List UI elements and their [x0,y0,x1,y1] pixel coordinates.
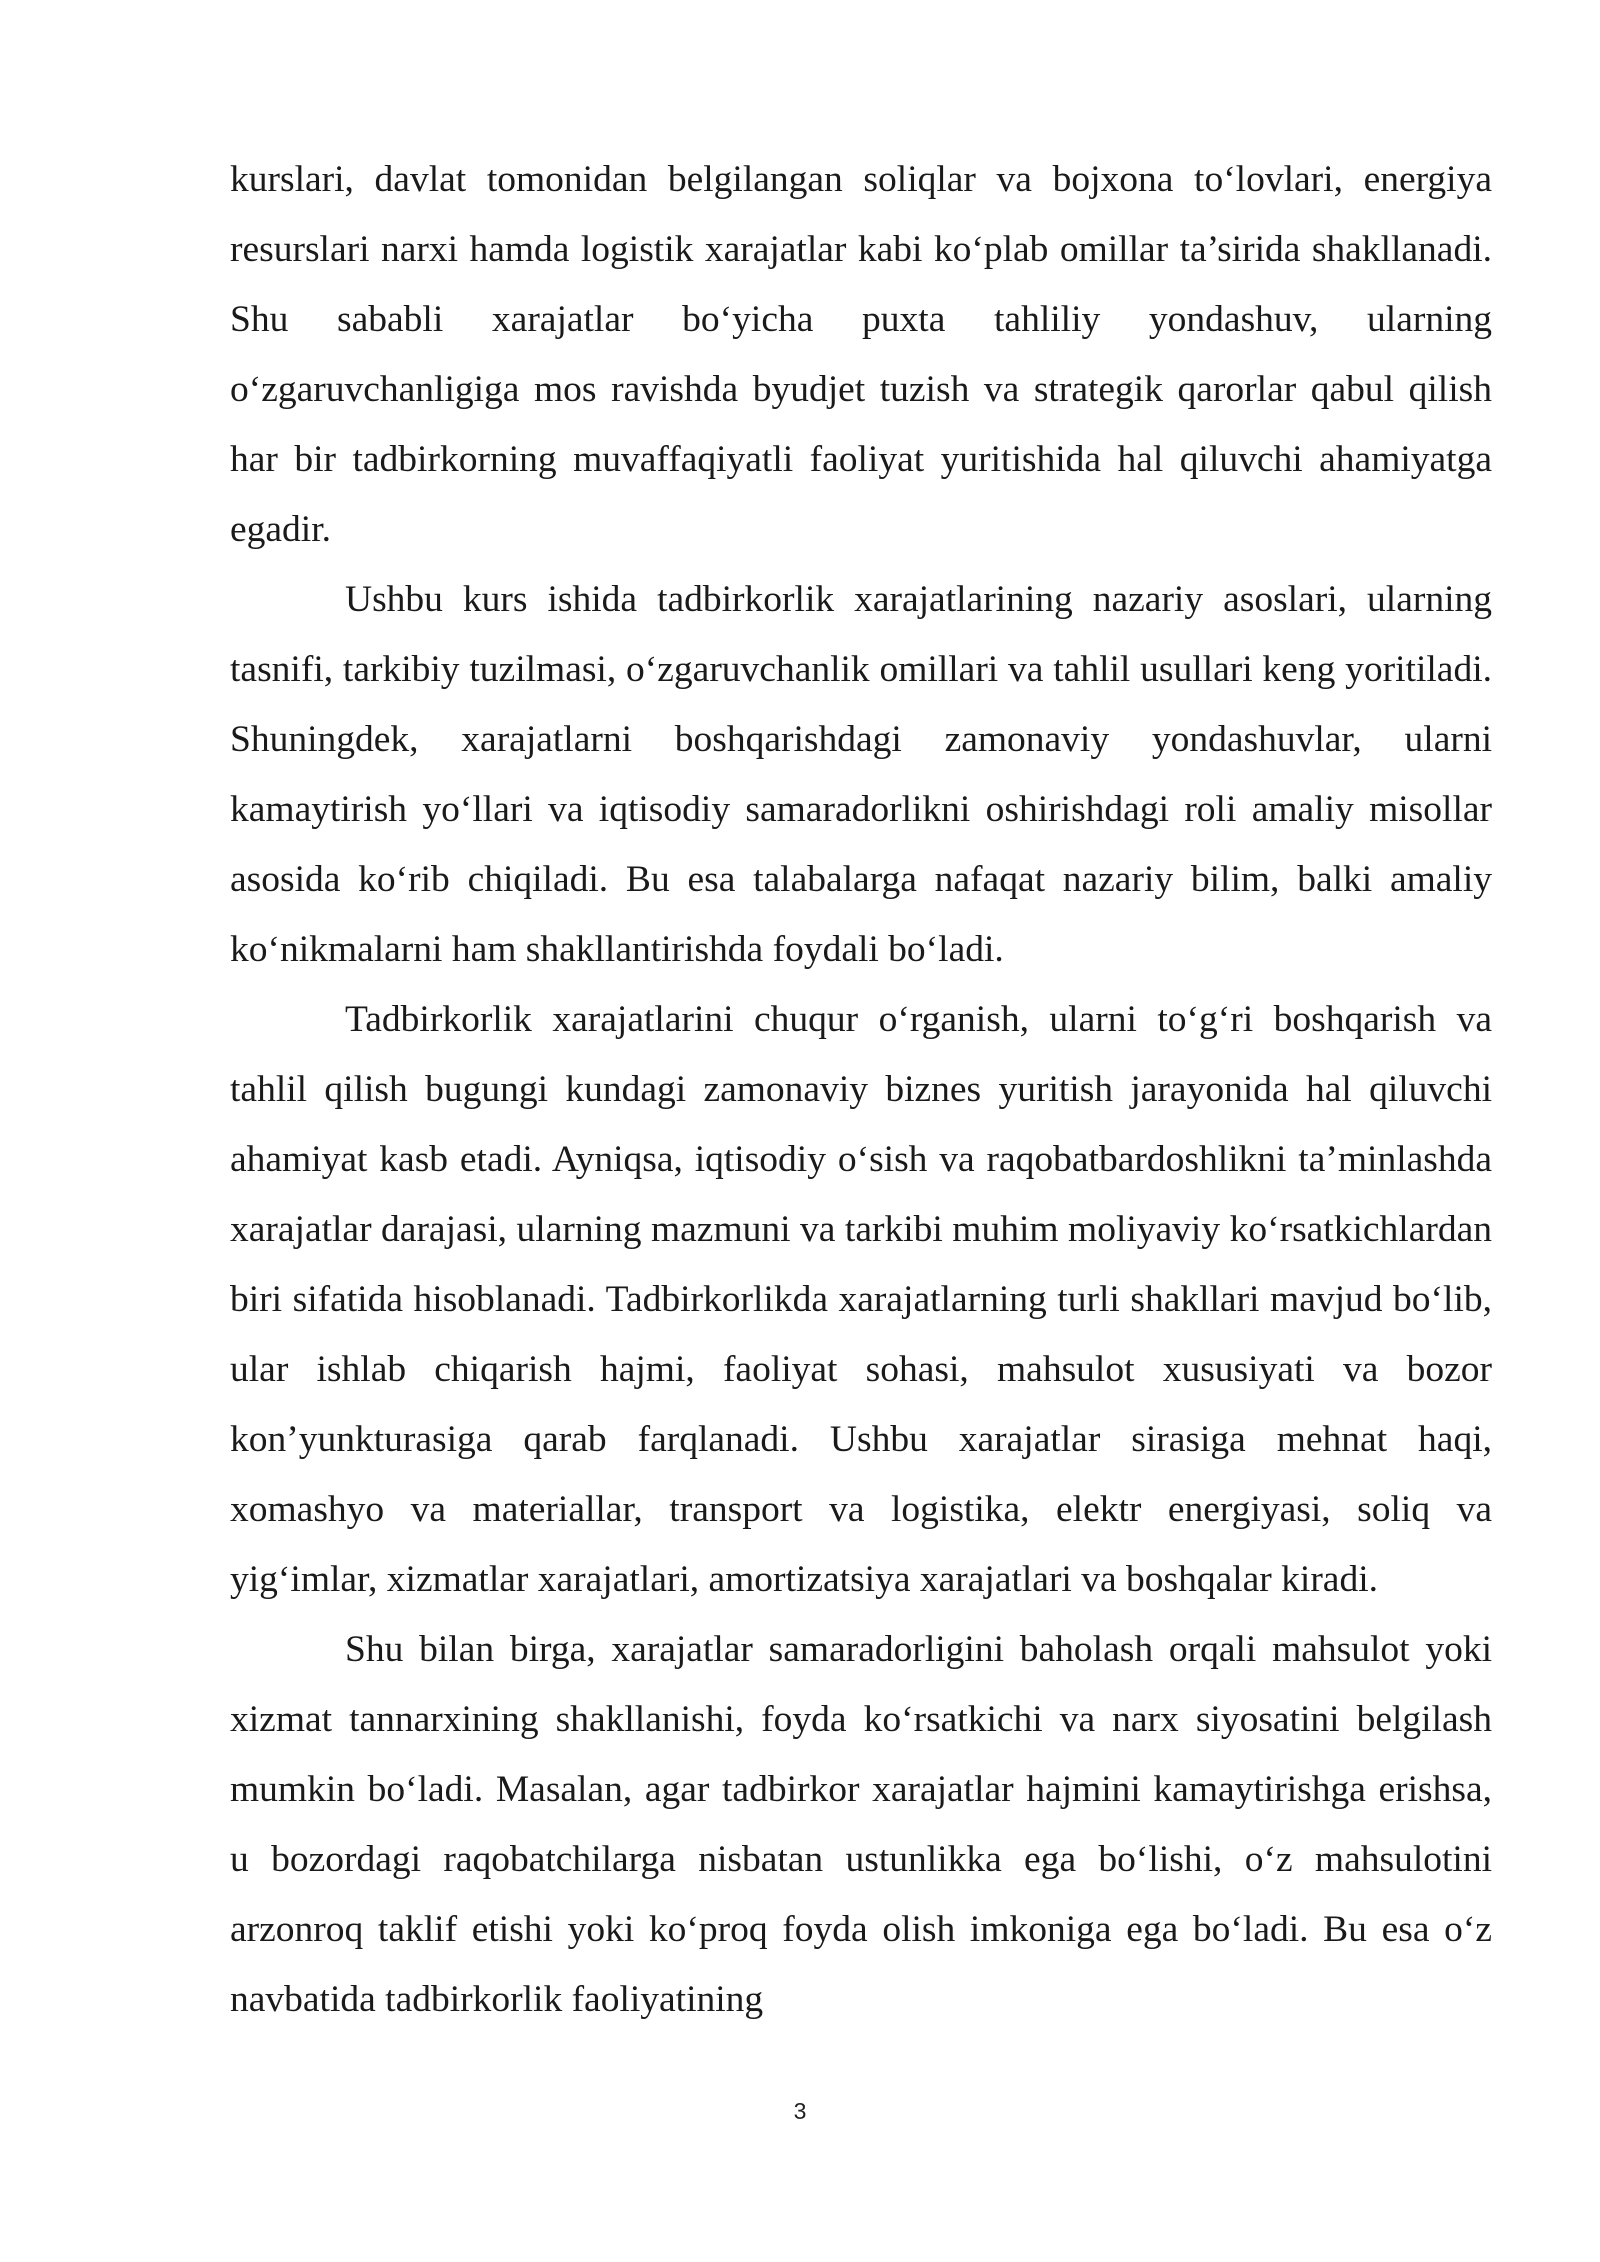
paragraph-3: Tadbirkorlik xarajatlarini chuqur o‘rganish, ularni to‘g‘ri boshqarish va tahlil qilish bugungi kundagi zamonaviy biznes yuritish jarayonida hal qiluvchi ahamiyat kasb etadi. Ayniqsa, iqtisodiy o‘sish va raqobatbardoshlikni ta’minlashda xarajatlar darajasi, ularning mazmuni va tarkibi muhim moliyaviy ko‘rsatkichlardan biri sifatida hisoblanadi. Tadbirkorlikda xarajatlarning turli shakllari mavjud bo‘lib, ular ishlab chiqarish hajmi, faoliyat sohasi, mahsulot xususiyati va bozor kon’yunkturasiga qarab farqlanadi. Ushbu xarajatlar sirasiga mehnat haqi, xomashyo va materiallar, transport va logistika, elektr energiyasi, soliq va yig‘imlar, xizmatlar xarajatlari, amortizatsiya xarajatlari va boshqalar kiradi. [230,999,1492,1600]
body-text [230,145,1492,2035]
paragraph-4: Shu bilan birga, xarajatlar samaradorligini baholash orqali mahsulot yoki xizmat tannarxining shakllanishi, foyda ko‘rsatkichi va narx siyosatini belgilash mumkin bo‘ladi. Masalan, agar tadbirkor xarajatlar hajmini kamaytirishga erishsa, u bozordagi raqobatchilarga nisbatan ustunlikka ega bo‘lishi, o‘z mahsulotini arzonroq taklif etishi yoki ko‘proq foyda olish imkoniga ega bo‘ladi. Bu esa o‘z navbatida tadbirkorlik faoliyatining [230,1629,1492,2020]
paragraph-1: kurslari, davlat tomonidan belgilangan soliqlar va bojxona to‘lovlari, energiya resurslari narxi hamda logistik xarajatlar kabi ko‘plab omillar ta’sirida shakllanadi. Shu sababli xarajatlar bo‘yicha puxta tahliliy yondashuv, ularning o‘zgaruvchanligiga mos ravishda byudjet tuzish va strategik qarorlar qabul qilish har bir tadbirkorning muvaffaqiyatli faoliyat yuritishida hal qiluvchi ahamiyatga egadir. [230,159,1492,550]
page-number: 3 [793,2098,807,2124]
paragraph-2: Ushbu kurs ishida tadbirkorlik xarajatlarining nazariy asoslari, ularning tasnifi, tarkibiy tuzilmasi, o‘zgaruvchanlik omillari va tahlil usullari keng yoritiladi. Shuningdek, xarajatlarni boshqarishdagi zamonaviy yondashuvlar, ularni kamaytirish yo‘llari va iqtisodiy samaradorlikni oshirishdagi roli amaliy misollar asosida ko‘rib chiqiladi. Bu esa talabalarga nafaqat nazariy bilim, balki amaliy ko‘nikmalarni ham shakllantirishda foydali bo‘ladi. [230,579,1492,970]
